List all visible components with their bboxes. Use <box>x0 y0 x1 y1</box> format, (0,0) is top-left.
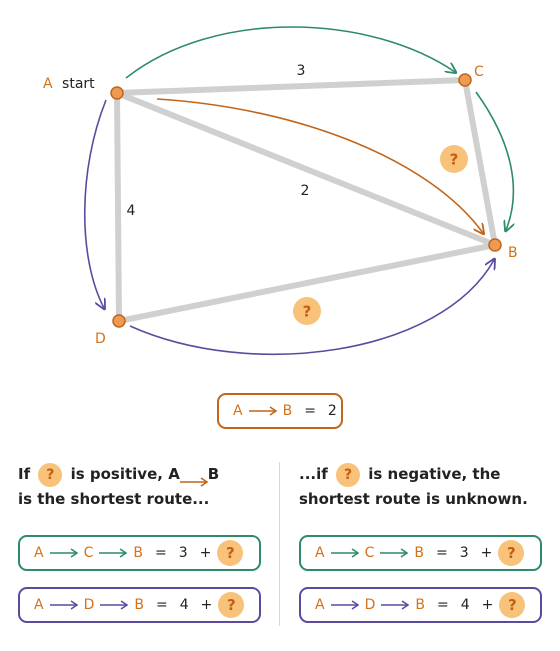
route-stop: B <box>415 597 425 613</box>
edge-weight-d-b <box>293 297 321 325</box>
route-stop: A <box>34 545 44 561</box>
route-total: 4 <box>179 597 189 613</box>
caption-to: B <box>207 465 220 483</box>
node-a-letter: A <box>43 76 53 92</box>
route-stop: A <box>233 403 243 419</box>
edge-a-b <box>117 93 495 245</box>
node-a <box>111 87 123 99</box>
arrow-icon <box>50 548 78 558</box>
equals-sign: = <box>155 597 168 613</box>
path-arrow-a-d <box>85 100 106 308</box>
route-stop: B <box>414 545 424 561</box>
edge-weight-c-b-text: ? <box>449 150 459 169</box>
equals-sign: = <box>304 403 316 419</box>
route-stop: B <box>134 597 144 613</box>
question-badge: ? <box>498 540 524 566</box>
question-badge: ? <box>217 540 243 566</box>
question-badge: ? <box>218 592 244 618</box>
edges <box>117 80 495 321</box>
arrow-icon <box>331 600 359 610</box>
node-label-c: C <box>474 64 484 80</box>
edge-weight-d-b-text: ? <box>302 302 312 321</box>
arrow-icon <box>50 600 78 610</box>
route-stop: A <box>315 597 325 613</box>
caption-prefix: ...if <box>299 465 328 483</box>
route-box-a-d-b <box>18 587 261 623</box>
route-total: 3 <box>178 545 188 561</box>
route-stop: C <box>364 545 375 561</box>
question-badge: ? <box>499 592 525 618</box>
node-label-a <box>43 76 95 92</box>
arrow-icon <box>100 600 128 610</box>
edge-weight-c-b <box>440 145 468 173</box>
right-caption-line-1 <box>299 462 549 487</box>
caption-middle: is negative, the <box>368 465 501 483</box>
edge-weight-a-b: 2 <box>300 183 310 199</box>
edge-a-d <box>117 93 119 321</box>
node-b <box>489 239 501 251</box>
arrow-icon <box>381 600 409 610</box>
route-stop: B <box>282 403 293 419</box>
edge-weight-a-c: 3 <box>296 63 306 79</box>
caption-from: A <box>168 465 180 483</box>
node-d <box>113 315 125 327</box>
plus-sign: + <box>481 597 494 613</box>
question-badge: ? <box>336 463 360 487</box>
arrow-icon <box>331 548 359 558</box>
question-badge: ? <box>38 463 62 487</box>
equals-sign: = <box>154 545 167 561</box>
node-label-b: B <box>508 245 518 261</box>
route-total: 3 <box>459 545 469 561</box>
left-caption-line-2: is the shortest route... <box>18 489 210 508</box>
direct-route-box <box>217 393 343 429</box>
route-box-a-d-b-right <box>299 587 542 623</box>
equals-sign: = <box>435 545 448 561</box>
arrow-icon <box>180 470 208 480</box>
route-total: 4 <box>460 597 470 613</box>
route-stop: B <box>133 545 143 561</box>
equals-sign: = <box>436 597 449 613</box>
node-a-start: start <box>62 76 95 92</box>
route-stop: C <box>83 545 94 561</box>
node-label-d: D <box>95 331 106 347</box>
route-stop: A <box>34 597 44 613</box>
divider <box>279 462 280 626</box>
node-c <box>459 74 471 86</box>
arrow-icon <box>380 548 408 558</box>
path-arrow-a-c <box>126 27 455 78</box>
caption-prefix: If <box>18 465 31 483</box>
plus-sign: + <box>480 545 493 561</box>
left-caption-line-1 <box>18 462 268 487</box>
route-stop: D <box>83 597 95 613</box>
right-caption-line-2: shortest route is unknown. <box>299 489 528 508</box>
left-caption <box>18 462 268 511</box>
edge-c-b <box>465 80 495 245</box>
plus-sign: + <box>199 545 212 561</box>
right-caption <box>299 462 549 511</box>
plus-sign: + <box>200 597 213 613</box>
edge-weight-a-d: 4 <box>126 203 136 219</box>
route-box-a-c-b <box>18 535 261 571</box>
route-box-a-c-b-right <box>299 535 542 571</box>
arrow-icon <box>99 548 127 558</box>
edge-a-c <box>117 80 465 93</box>
caption-middle: is positive, <box>70 465 163 483</box>
route-stop: A <box>315 545 325 561</box>
path-arrow-a-b <box>157 99 483 233</box>
route-stop: D <box>364 597 376 613</box>
route-total: 2 <box>327 403 337 419</box>
arrow-icon <box>249 406 277 416</box>
